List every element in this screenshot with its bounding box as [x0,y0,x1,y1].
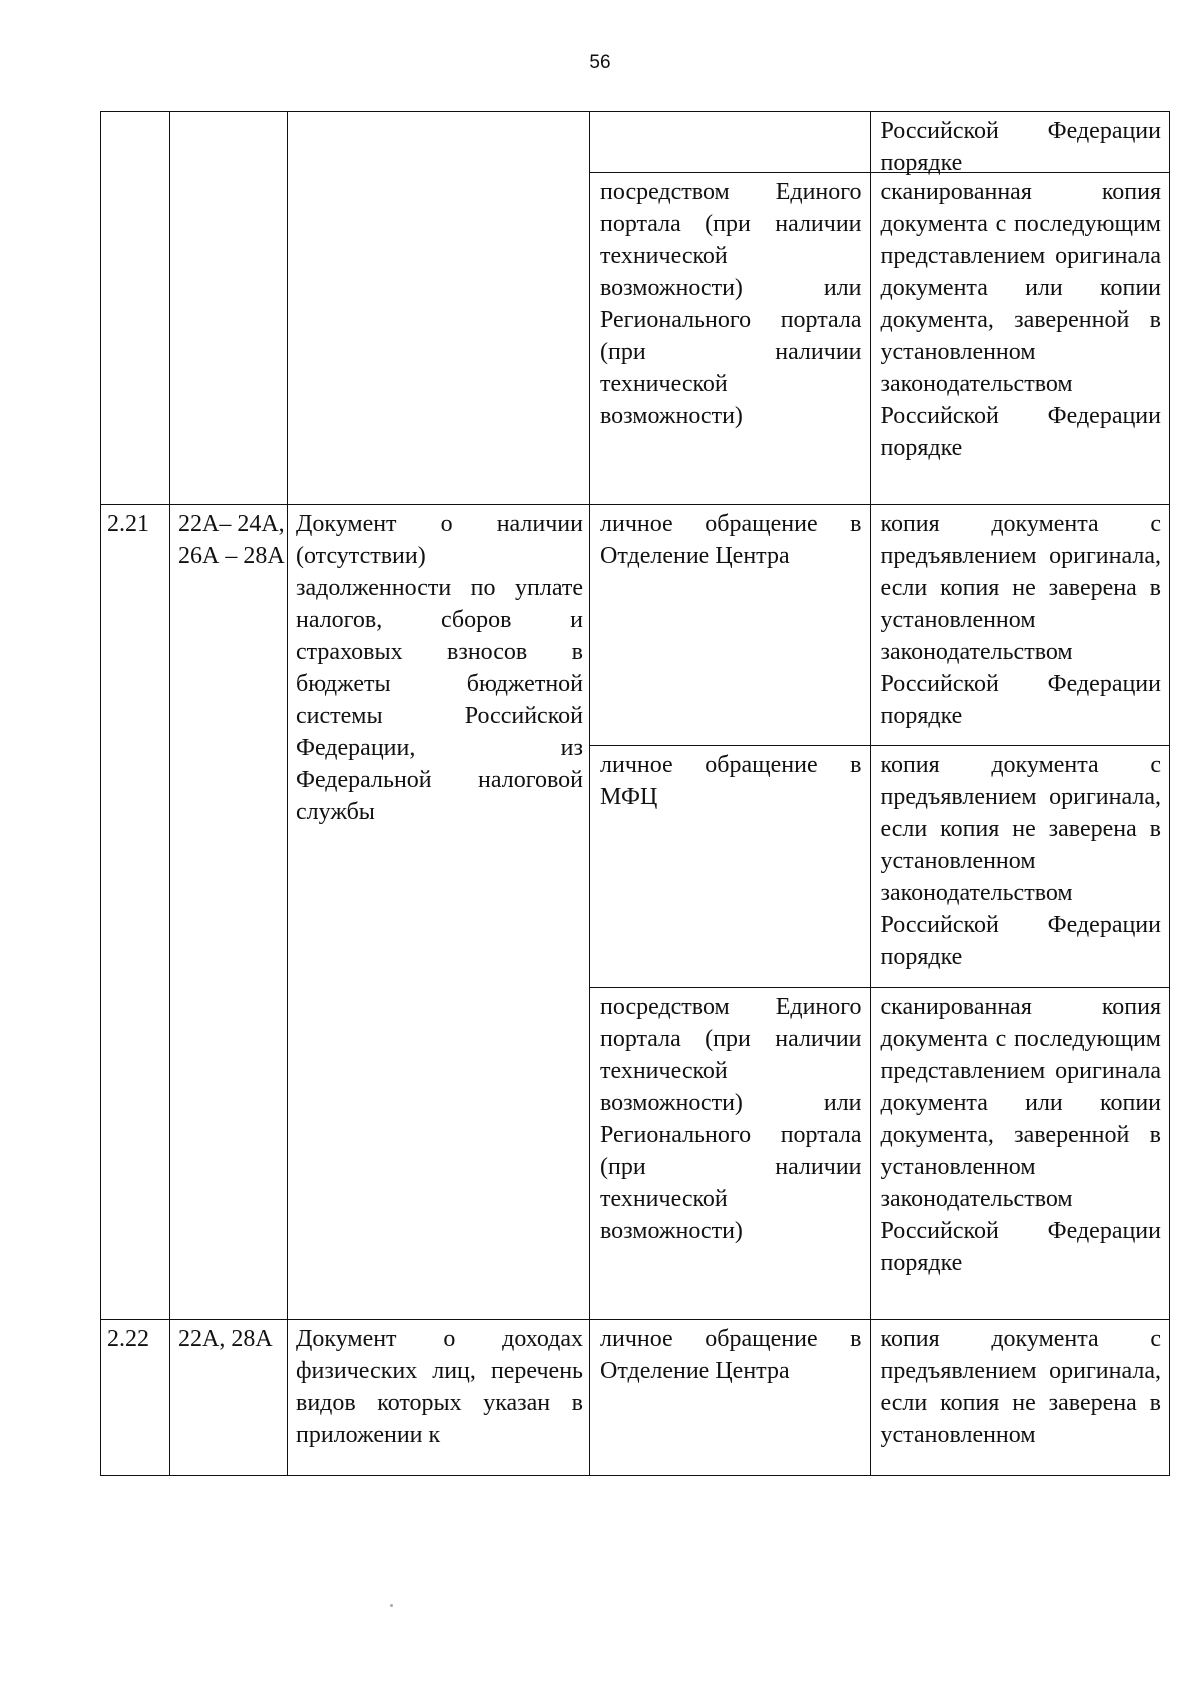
row-number-cell: 2.22 [107,1326,149,1352]
document-cell: Документ о наличии (отсутствии) задолженности по уплате налогов, сборов и страховых взносов в бюджеты бюджетной системы Российской Федерации, из Федеральной налоговой службы [287,505,589,1319]
requirement-cell: копия документа с предъявлением оригинала, если копия не заверена в установленном законодательством Российской Федерации порядке [870,746,1169,987]
table-row [101,112,1169,504]
submission-group [589,505,1169,1319]
codes-cell: 22А, 28А [169,1320,287,1475]
requirement-cell: сканированная копия документа с последующим представлением оригинала документа или копии документа, заверенной в установленном законодательством Российской Федерации порядке [870,173,1169,504]
requirement-cell: копия документа с предъявлением оригинала, если копия не заверена в установленном [870,1320,1169,1475]
document-cell [287,112,589,504]
method-cell: личное обращение в МФЦ [600,752,862,810]
submission-row [590,505,1169,745]
submission-row [590,745,1169,987]
requirement-cell: копия документа с предъявлением оригинала, если копия не заверена в установленном законодательством Российской Федерации порядке [870,505,1169,745]
submission-row [590,987,1169,1319]
table-row [101,504,1169,1319]
submission-row [590,112,1169,176]
requirement-cell: сканированная копия документа с последующим представлением оригинала документа или копии документа, заверенной в установленном законодательством Российской Федерации порядке [870,988,1169,1319]
table-row [101,1319,1169,1475]
row-number-cell: 2.21 [107,511,149,537]
submission-row [590,1320,1169,1475]
documents-table [100,111,1170,1476]
method-cell: посредством Единого портала (при наличии технической возможности) или Регионального портала (при наличии технической возможности) [600,179,862,429]
requirement-cell: Российской Федерации порядке [870,112,1169,172]
row-number-cell [101,112,169,504]
submission-group [589,112,1169,504]
method-cell: личное обращение в Отделение Центра [600,1326,862,1384]
scan-speck [390,1604,393,1607]
codes-cell [169,112,287,504]
method-cell: личное обращение в Отделение Центра [600,511,862,569]
method-cell: посредством Единого портала (при наличии технической возможности) или Регионального портала (при наличии технической возможности) [600,994,862,1244]
method-cell [590,112,870,172]
submission-group [589,1320,1169,1475]
codes-cell: 22А– 24А, 26А – 28А [169,505,287,1319]
submission-row [590,172,1169,504]
document-cell: Документ о доходах физических лиц, перечень видов которых указан в приложении к [287,1320,589,1475]
page-number: 56 [589,52,611,73]
